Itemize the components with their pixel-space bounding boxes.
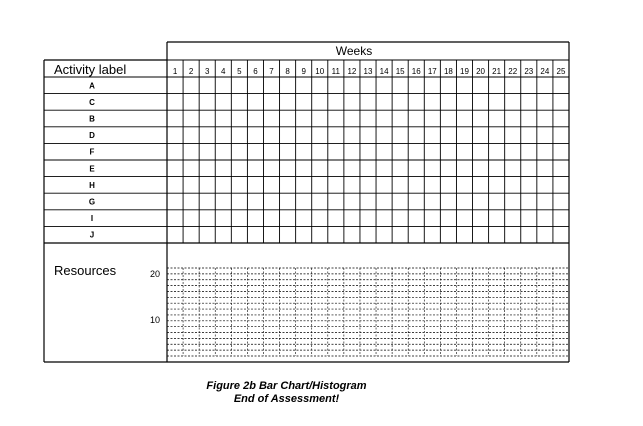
week-number-labels: [173, 67, 566, 76]
activity-label: B: [89, 114, 95, 124]
week-number-label: 6: [253, 67, 258, 76]
activity-label: I: [90, 214, 94, 224]
week-number-label: 20: [476, 67, 486, 76]
resource-tick-label: 10: [149, 315, 160, 325]
week-number-label: 10: [315, 67, 325, 76]
week-number-label: 3: [204, 67, 210, 76]
week-number-label: 11: [331, 67, 340, 76]
activity-label: J: [89, 230, 95, 240]
grid-lines: [44, 42, 569, 362]
activity-label-header: Activity label: [54, 62, 127, 77]
weeks-title: Weeks: [335, 44, 373, 58]
activity-label: F: [89, 147, 95, 157]
week-number-label: 5: [237, 67, 242, 76]
activity-label: E: [89, 164, 95, 174]
week-number-label: 4: [221, 67, 226, 76]
resource-tick-label: 20: [149, 269, 160, 279]
week-number-label: 24: [540, 67, 550, 76]
week-number-label: 18: [443, 67, 453, 76]
week-number-label: 16: [411, 67, 421, 76]
week-number-label: 22: [508, 67, 518, 76]
week-number-label: 21: [492, 67, 502, 76]
activity-label: H: [89, 180, 95, 190]
week-number-label: 1: [172, 67, 178, 76]
week-number-label: 19: [460, 67, 469, 76]
week-number-label: 7: [269, 67, 274, 76]
activity-label: C: [89, 97, 95, 107]
resource-tick-labels: [150, 269, 160, 325]
end-of-assessment-note: End of Assessment!: [233, 393, 340, 405]
activity-label: A: [89, 81, 95, 91]
week-number-label: 13: [363, 67, 373, 76]
activity-label: G: [88, 197, 96, 207]
week-number-label: 14: [379, 67, 389, 76]
week-number-label: 12: [347, 67, 357, 76]
week-number-label: 2: [188, 67, 194, 76]
week-number-label: 9: [301, 67, 306, 76]
week-number-label: 23: [524, 67, 534, 76]
resources-label: Resources: [54, 263, 117, 278]
week-number-label: 15: [395, 67, 405, 76]
figure-caption: Figure 2b Bar Chart/Histogram: [206, 380, 367, 392]
activity-labels: [89, 81, 95, 239]
week-number-label: 17: [427, 67, 437, 76]
activity-label: D: [89, 131, 95, 141]
week-number-label: 8: [285, 67, 290, 76]
week-number-label: 25: [556, 67, 566, 76]
